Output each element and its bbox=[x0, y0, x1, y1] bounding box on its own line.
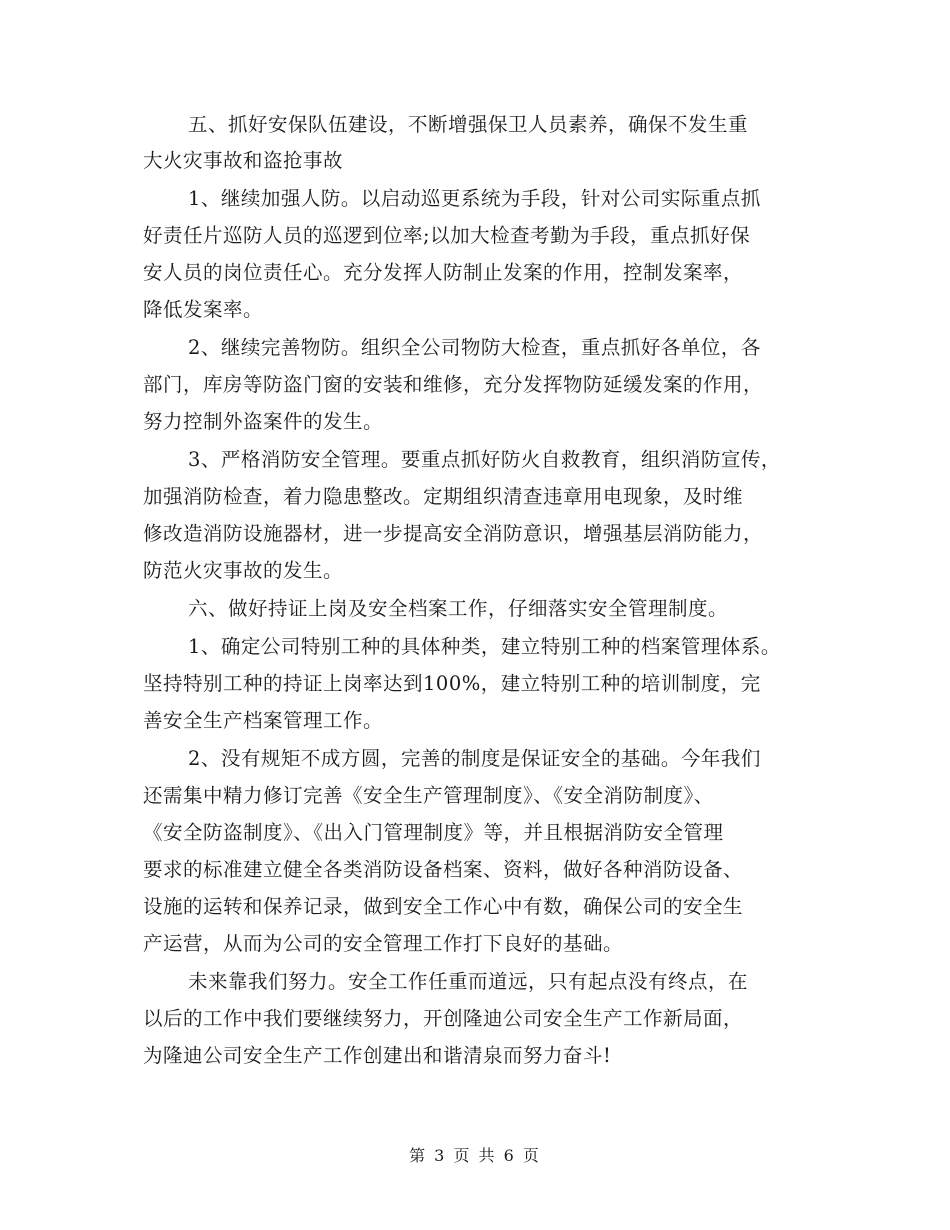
text-line: 以后的工作中我们要继续努力，开创隆迪公司安全生产工作新局面， bbox=[143, 1007, 744, 1030]
text-line: 部门，库房等防盗门窗的安装和维修，充分发挥物防延缓发案的作用， bbox=[143, 373, 764, 396]
text-line: 大火灾事故和盗抢事故 bbox=[143, 149, 344, 172]
text-line: 《安全防盗制度》、《出入门管理制度》等，并且根据消防安全管理 bbox=[143, 821, 724, 844]
text-line: 2、继续完善物防。组织全公司物防大检查，重点抓好各单位，各 bbox=[188, 336, 761, 359]
text-line: 加强消防检查，着力隐患整改。定期组织清查违章用电现象，及时维 bbox=[143, 485, 744, 508]
text-line: 要求的标准建立健全各类消防设备档案、资料，做好各种消防设备、 bbox=[143, 858, 744, 881]
text-line: 善安全生产档案管理工作。 bbox=[143, 709, 384, 732]
text-line: 修改造消防设施器材，进一步提高安全消防意识，增强基层消防能力， bbox=[143, 522, 764, 545]
text-line: 六、做好持证上岗及安全档案工作，仔细落实安全管理制度。 bbox=[188, 597, 729, 620]
text-line: 设施的运转和保养记录，做到安全工作心中有数，确保公司的安全生 bbox=[143, 895, 744, 918]
text-line: 降低发案率。 bbox=[143, 298, 264, 321]
text-line: 3、严格消防安全管理。要重点抓好防火自救教育，组织消防宣传， bbox=[188, 448, 781, 471]
page-number-footer: 第 3 页 共 6 页 bbox=[409, 1146, 541, 1165]
text-line: 防范火灾事故的发生。 bbox=[143, 559, 344, 582]
text-line: 1、确定公司特别工种的具体种类，建立特别工种的档案管理体系。 bbox=[188, 635, 781, 658]
text-line: 产运营，从而为公司的安全管理工作打下良好的基础。 bbox=[143, 932, 624, 955]
text-line: 五、抓好安保队伍建设，不断增强保卫人员素养，确保不发生重 bbox=[188, 113, 749, 136]
text-line: 安人员的岗位责任心。充分发挥人防制止发案的作用，控制发案率， bbox=[143, 261, 744, 284]
text-line: 2、没有规矩不成方圆，完善的制度是保证安全的基础。今年我们 bbox=[188, 747, 761, 770]
text-line: 坚持特别工种的持证上岗率达到100%，建立特别工种的培训制度，完 bbox=[143, 672, 761, 695]
text-line: 未来靠我们努力。安全工作任重而道远，只有起点没有终点，在 bbox=[188, 970, 749, 993]
text-line: 还需集中精力修订完善《安全生产管理制度》、《安全消防制度》、 bbox=[143, 784, 714, 807]
text-line: 努力控制外盗案件的发生。 bbox=[143, 410, 384, 433]
text-line: 好责任片巡防人员的巡逻到位率;以加大检查考勤为手段，重点抓好保 bbox=[143, 224, 751, 247]
text-line: 为隆迪公司安全生产工作创建出和谐清泉而努力奋斗! bbox=[143, 1044, 612, 1067]
text-line: 1、继续加强人防。以启动巡更系统为手段，针对公司实际重点抓 bbox=[188, 187, 761, 210]
